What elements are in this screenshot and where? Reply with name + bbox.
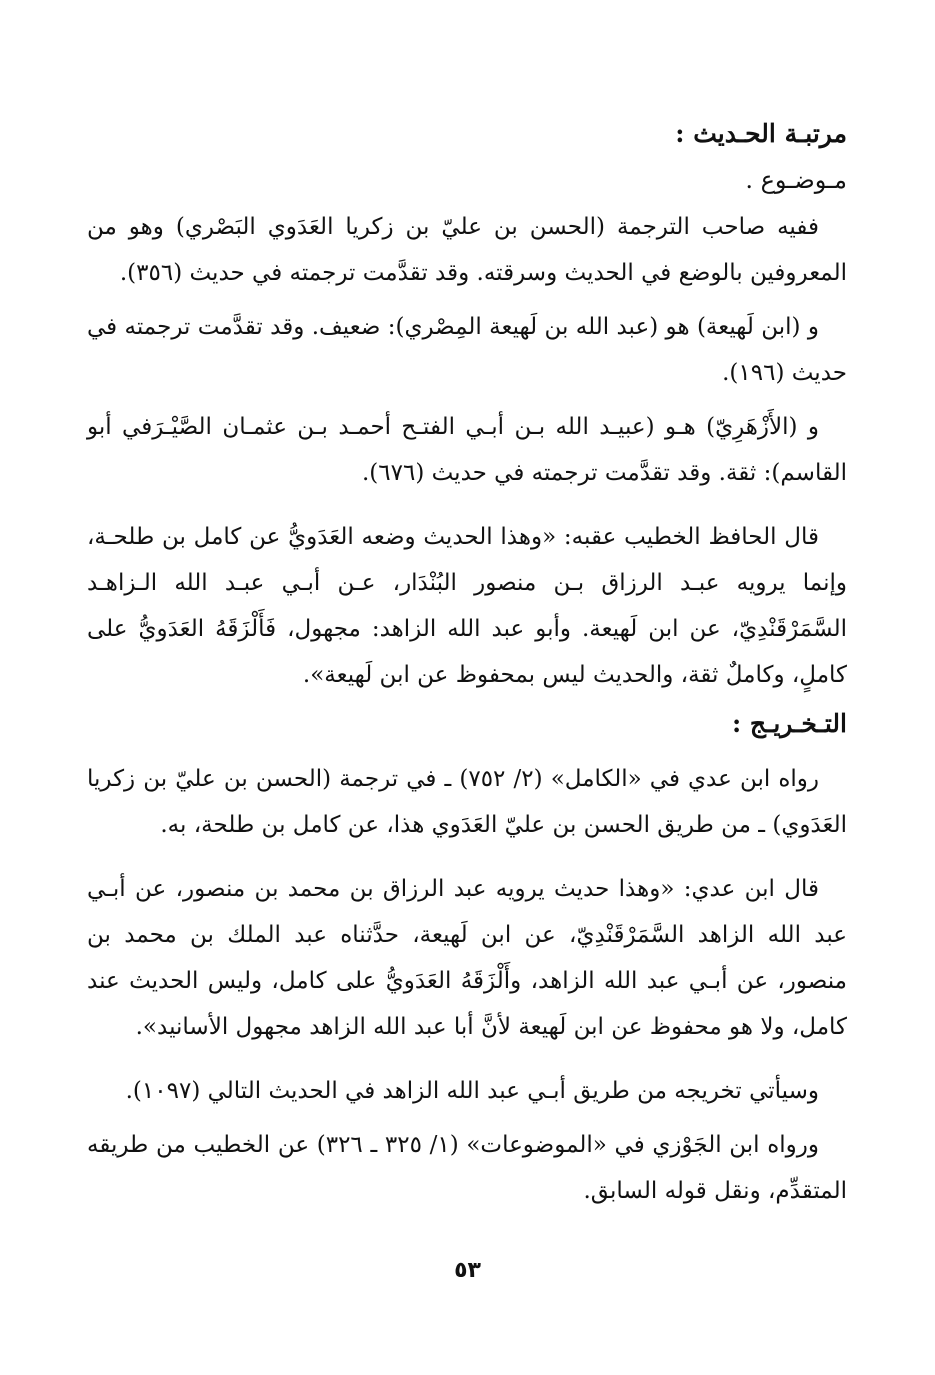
page-body [87, 110, 847, 1214]
grade-value: مـوضـوع . [745, 166, 847, 194]
takhrij-paragraph-next-hadith: وسيأتي تخريجه من طريق أبـي عبد الله الزاهد في الحديث التالي (١٠٩٧). [125, 1078, 819, 1104]
grade-paragraph-narrator: ففيه صاحب الترجمة (الحسن بن عليّ بن زكريا العَدَوي البَصْري) وهو من المعروفين بالوضع في الحديث وسرقته. وقد تقدَّمت ترجمته في حديث (٣٥٦). [87, 214, 847, 286]
heading-grade: مرتبـة الحـديث : [675, 119, 847, 148]
takhrij-paragraph-ibn-jawzi: ورواه ابن الجَوْزي في «الموضوعات» (١/ ٣٢٥ ـ ٣٢٦) عن الخطيب من طريقه المتقدِّم، ونقل قوله السابق. [87, 1132, 847, 1204]
heading-takhrij: التـخـريـج : [731, 709, 847, 738]
grade-paragraph-azhari: و (الأَزْهَرِيّ) هـو (عبيـد الله بـن أبـي الفتـح أحمـد بـن عثمـان الصَّيْـرَفي أبو القاسم): ثقة. وقد تقدَّمت ترجمته في حديث (٦٧٦). [87, 414, 847, 486]
grade-paragraph-khatib-quote: قال الحافظ الخطيب عقبه: «وهذا الحديث وضعه العَدَويُّ عن كامل بن طلحـة، وإنما يرويه عبـد الرزاق بـن منصور البُنْدَار، عـن أبـي عبـد الله الـزاهـد السَّمَرْقَنْدِيّ، عن ابن لَهيعة. وأبو عبد الله الزاهد: مجهول، فَأَلْزَقَهُ العَدَويُّ على كاملٍ، وكاملٌ ثقة، والحديث ليس بمحفوظ عن ابن لَهيعة». [87, 524, 847, 688]
takhrij-paragraph-ibn-adi: رواه ابن عدي في «الكامل» (٢/ ٧٥٢) ـ في ترجمة (الحسن بن عليّ بن زكريا العَدَوي) ـ من طريق الحسن بن عليّ العَدَوي هذا، عن كامل بن طلحة، به. [87, 766, 847, 838]
grade-paragraph-ibn-lahia: و (ابن لَهيعة) هو (عبد الله بن لَهيعة المِصْري): ضعيف. وقد تقدَّمت ترجمته في حديث (١٩٦). [87, 314, 847, 386]
page-number: ٥٣ [454, 1258, 481, 1283]
takhrij-paragraph-ibn-adi-quote: قال ابن عدي: «وهذا حديث يرويه عبد الرزاق بن محمد بن منصور، عن أبـي عبد الله الزاهد السَّمَرْقَنْدِيّ، عن ابن لَهيعة، حدَّثناه عبد الملك بن محمد بن منصور، عن أبـي عبد الله الزاهد، وأَلْزَقَهُ العَدَويُّ على كامل، وليس الحديث عند كامل، ولا هو محفوظ عن ابن لَهيعة لأنَّ أبا عبد الله الزاهد مجهول الأسانيد». [87, 876, 847, 1040]
